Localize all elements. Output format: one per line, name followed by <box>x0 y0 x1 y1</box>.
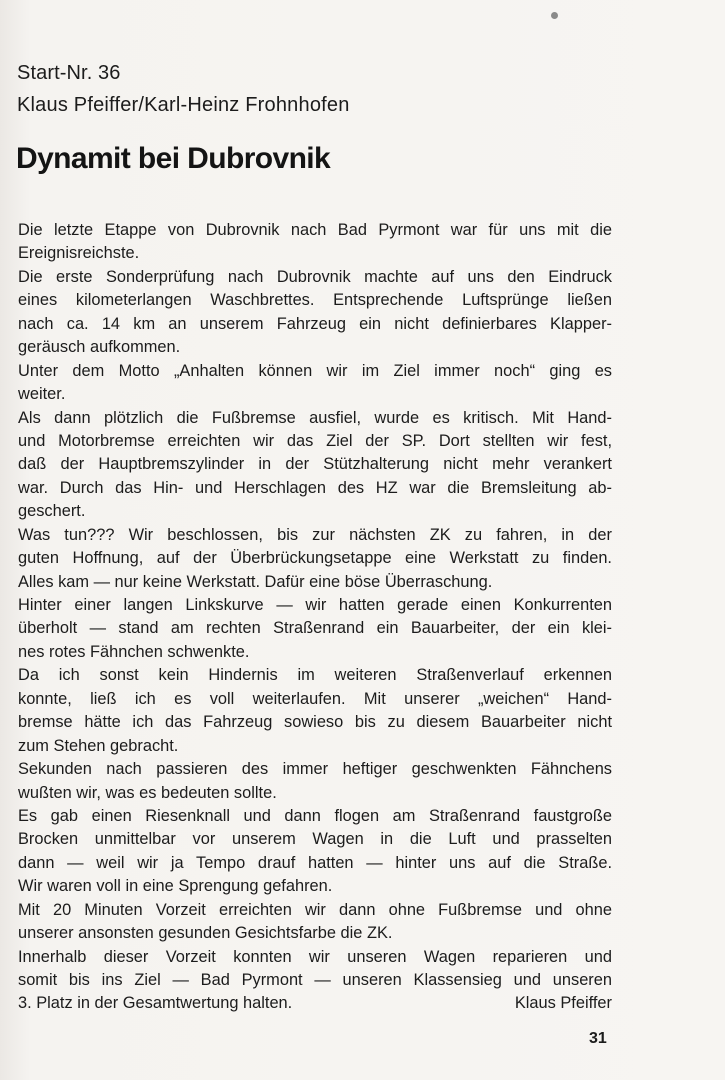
signature: Klaus Pfeiffer <box>514 994 612 1013</box>
article-body <box>18 219 612 1016</box>
text-line: Ereignisreichste. <box>18 244 140 263</box>
text-line: Wir waren voll in eine Sprengung gefahren. <box>18 877 333 896</box>
text-line: Es gab einen Riesenknall und dann flogen am Straßenrand faustgroße <box>18 806 612 825</box>
text-line: nach ca. 14 km an unserem Fahrzeug ein nicht definierbares Klapper- <box>18 314 612 333</box>
text-line: geschert. <box>18 502 86 521</box>
text-line: dann — weil wir ja Tempo drauf hatten — hinter uns auf die Straße. <box>18 853 612 872</box>
closing-line <box>18 992 612 1015</box>
text-line: Die letzte Etappe von Dubrovnik nach Bad Pyrmont war für uns mit die <box>18 221 612 239</box>
text-line: Was tun??? Wir beschlossen, bis zur nächsten ZK zu fahren, in der <box>18 525 612 544</box>
text-line: überholt — stand am rechten Straßenrand ein Bauarbeiter, der ein klei- <box>18 619 612 638</box>
text-line: Hinter einer langen Linkskurve — wir hatten gerade einen Konkurrenten <box>18 596 612 614</box>
start-number: Start-Nr. 36 <box>17 62 121 84</box>
text-line: zum Stehen gebracht. <box>18 736 179 755</box>
authors: Klaus Pfeiffer/Karl-Heinz Frohnhofen <box>17 94 350 116</box>
text-line: Brocken unmittelbar vor unserem Wagen in die Luft und prasselten <box>18 830 612 849</box>
text-line: Alles kam — nur keine Werkstatt. Dafür eine böse Überraschung. <box>18 572 493 591</box>
text-line: Sekunden nach passieren des immer heftiger geschwenkten Fähnchens <box>18 760 612 779</box>
text-line: war. Durch das Hin- und Herschlagen des HZ war die Bremsleitung ab- <box>18 478 612 497</box>
text-line: nes rotes Fähnchen schwenkte. <box>18 642 250 661</box>
text-line: wußten wir, was es bedeuten sollte. <box>18 783 277 802</box>
text-line: 3. Platz in der Gesamtwertung halten. <box>18 994 293 1013</box>
text-line: weiter. <box>18 385 66 404</box>
text-line: daß der Hauptbremszylinder in der Stützhalterung nicht mehr verankert <box>18 455 612 474</box>
text-line: Da ich sonst kein Hindernis im weiteren Straßenverlauf erkennen <box>18 666 612 685</box>
text-line: Als dann plötzlich die Fußbremse ausfiel, wurde es kritisch. Mit Hand- <box>18 408 612 427</box>
text-line: und Motorbremse erreichten wir das Ziel der SP. Dort stellten wir fest, <box>18 431 612 450</box>
text-line: somit bis ins Ziel — Bad Pyrmont — unseren Klassensieg und unseren <box>18 971 612 989</box>
text-line: bremse hätte ich das Fahrzeug sowieso bis zu diesem Bauarbeiter nicht <box>18 713 612 732</box>
page-number: 31 <box>589 1030 607 1047</box>
text-line: eines kilometerlangen Waschbrettes. Entsprechende Luftsprünge ließen <box>18 291 612 310</box>
text-line: Unter dem Motto „Anhalten können wir im Ziel immer noch“ ging es <box>18 361 612 380</box>
text-line: Die erste Sonderprüfung nach Dubrovnik machte auf uns den Eindruck <box>18 267 612 286</box>
text-line: Mit 20 Minuten Vorzeit erreichten wir dann ohne Fußbremse und ohne <box>18 900 612 919</box>
text-line: geräusch aufkommen. <box>18 338 181 357</box>
text-line: Innerhalb dieser Vorzeit konnten wir unseren Wagen reparieren und <box>18 947 612 966</box>
article-title: Dynamit bei Dubrovnik <box>16 142 331 175</box>
text-line: konnte, ließ ich es voll weiterlaufen. Mit unserer „weichen“ Hand- <box>18 689 612 708</box>
text-line: guten Hoffnung, auf der Überbrückungsetappe eine Werkstatt zu finden. <box>18 549 612 568</box>
text-line: unserer ansonsten gesunden Gesichtsfarbe die ZK. <box>18 924 393 943</box>
print-speck <box>551 12 558 19</box>
